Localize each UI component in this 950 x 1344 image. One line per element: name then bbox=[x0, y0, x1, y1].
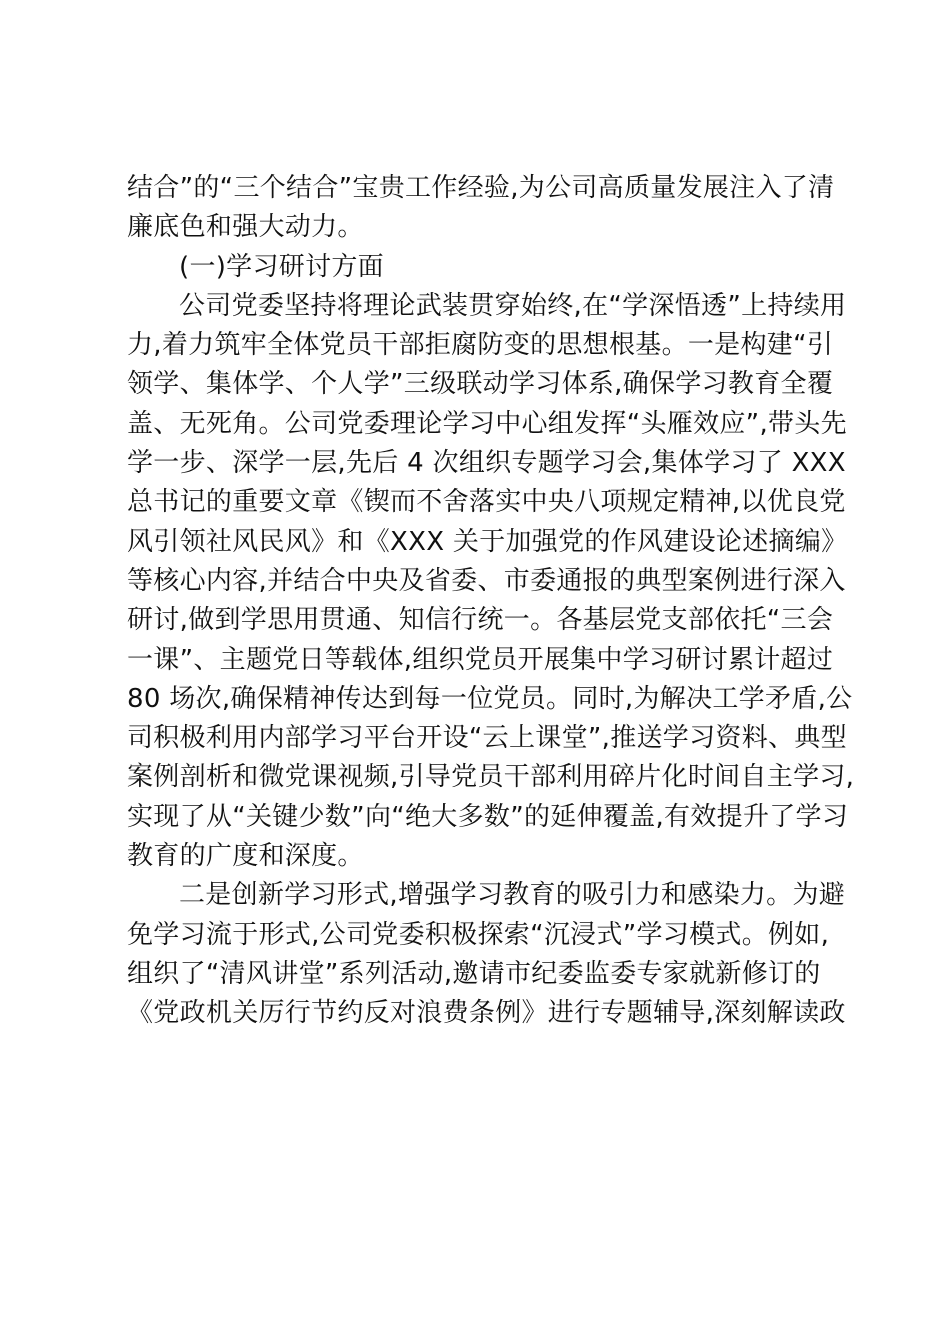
text-line: 等核心内容,并结合中央及省委、市委通报的典型案例进行深入 bbox=[127, 565, 846, 596]
text-line: 组织了“清风讲堂”系列活动,邀请市纪委监委专家就新修订的 bbox=[127, 958, 821, 989]
text-line: 领学、集体学、个人学”三级联动学习体系,确保学习教育全覆 bbox=[127, 369, 834, 400]
text-line: 实现了从“关键少数”向“绝大多数”的延伸覆盖,有效提升了学习 bbox=[127, 801, 849, 832]
text-line: 免学习流于形式,公司党委积极探索“沉浸式”学习模式。例如, bbox=[127, 919, 830, 950]
text-line: 廉底色和强大动力。 bbox=[127, 212, 364, 243]
text-line: 一课”、主题党日等载体,组织党员开展集中学习研讨累计超过 bbox=[127, 644, 834, 675]
text-line: 研讨,做到学思用贯通、知信行统一。各基层党支部依托“三会 bbox=[127, 605, 834, 636]
text-line: 总书记的重要文章《锲而不舍落实中央八项规定精神,以优良党 bbox=[127, 487, 846, 518]
text-line: 二是创新学习形式,增强学习教育的吸引力和感染力。为避 bbox=[179, 880, 846, 911]
text-line: 《党政机关厉行节约反对浪费条例》进行专题辅导,深刻解读政 bbox=[127, 998, 846, 1029]
text-line: 力,着力筑牢全体党员干部拒腐防变的思想根基。一是构建“引 bbox=[127, 330, 834, 361]
text-line: 风引领社风民风》和《XXX 关于加强党的作风建设论述摘编》 bbox=[127, 526, 848, 557]
text-line: 盖、无死角。公司党委理论学习中心组发挥“头雁效应”,带头先 bbox=[127, 408, 847, 439]
text-line: 教育的广度和深度。 bbox=[127, 841, 364, 872]
text-line: 80 场次,确保精神传达到每一位党员。同时,为解决工学矛盾,公 bbox=[127, 683, 853, 714]
text-line: 公司党委坚持将理论武装贯穿始终,在“学深悟透”上持续用 bbox=[179, 290, 847, 321]
text-line: 结合”的“三个结合”宝贵工作经验,为公司高质量发展注入了清 bbox=[127, 173, 835, 203]
body-text bbox=[127, 169, 855, 1034]
section-heading: (一)学习研讨方面 bbox=[179, 251, 384, 282]
text-line: 学一步、深学一层,先后 4 次组织专题学习会,集体学习了 XXX bbox=[127, 448, 846, 479]
text-line: 司积极利用内部学习平台开设“云上课堂”,推送学习资料、典型 bbox=[127, 723, 847, 754]
text-line: 案例剖析和微党课视频,引导党员干部利用碎片化时间自主学习, bbox=[127, 762, 855, 793]
